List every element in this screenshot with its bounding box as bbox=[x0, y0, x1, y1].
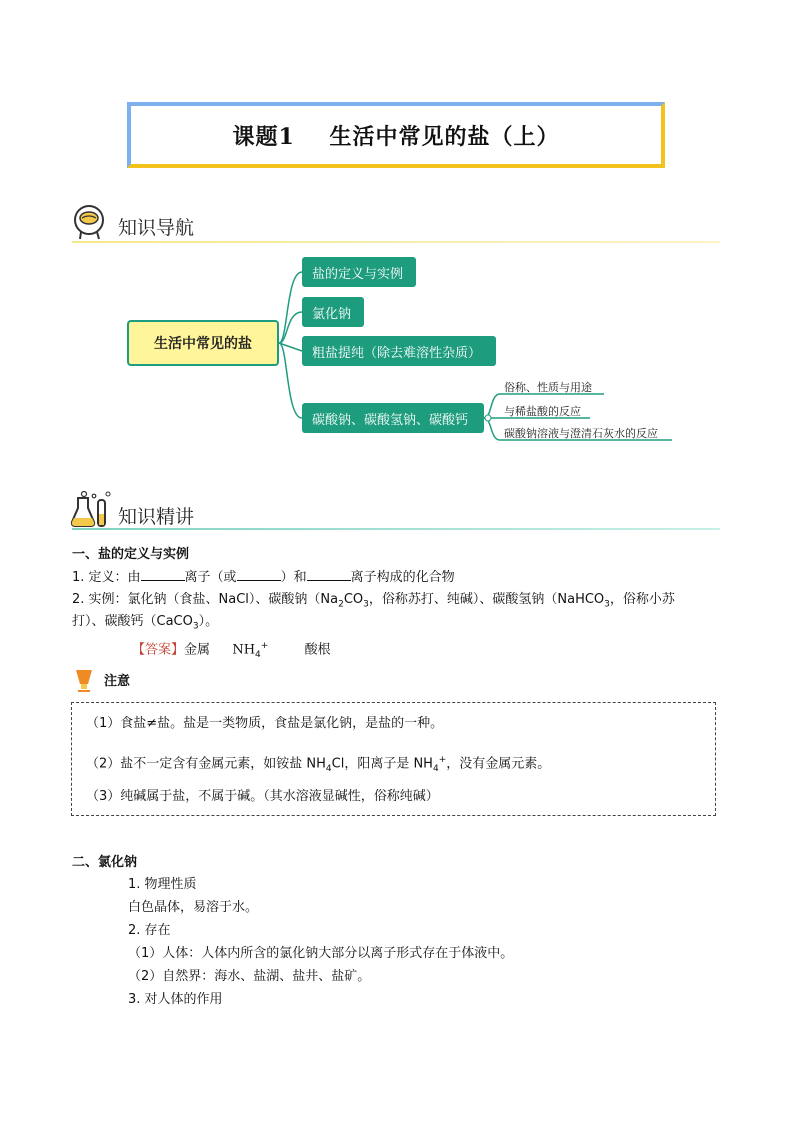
part2-line-1: 1. 物理性质 bbox=[128, 877, 197, 892]
part1-heading: 一、盐的定义与实例 bbox=[72, 547, 190, 562]
note-line-2: （2）盐不一定含有金属元素，如铵盐 $NH_4Cl$，阳离子是 $NH_4^+$，没有金属元素。 bbox=[86, 755, 551, 774]
mindmap-node-nacl: 氯化钠 bbox=[302, 297, 364, 327]
answer-line: 【答案】金属 $NH_4^+$ 酸根 bbox=[132, 641, 331, 660]
note-line-1: （1）食盐≠盐。盐是一类物质，食盐是氯化钠，是盐的一种。 bbox=[86, 716, 444, 731]
note-label: 注意 bbox=[104, 674, 131, 689]
mindmap-leaf-limewater-reaction: 碳酸钠溶液与澄清石灰水的反应 bbox=[504, 427, 658, 440]
part2-line-3: 2. 存在 bbox=[128, 923, 171, 938]
lecture-divider bbox=[72, 528, 720, 530]
part2-line-6: 3. 对人体的作用 bbox=[128, 992, 223, 1007]
lab-flask-icon bbox=[70, 490, 112, 528]
lecture-section-title: 知识精讲 bbox=[118, 506, 195, 528]
mindmap-connectors bbox=[0, 0, 794, 460]
part2-heading: 二、氯化钠 bbox=[72, 855, 138, 870]
attention-icon bbox=[72, 668, 96, 694]
part2-line-2: 白色晶体，易溶于水。 bbox=[128, 900, 259, 915]
mindmap-root: 生活中常见的盐 bbox=[127, 320, 279, 366]
nav-section-title: 知识导航 bbox=[118, 217, 195, 239]
answer-blank-2[interactable] bbox=[237, 566, 281, 581]
mindmap-node-purification: 粗盐提纯（除去难溶性杂质） bbox=[302, 336, 496, 366]
mindmap-leaf-acid-reaction: 与稀盐酸的反应 bbox=[504, 405, 581, 418]
mindmap-node-definition: 盐的定义与实例 bbox=[302, 257, 416, 287]
answer-blank-1[interactable] bbox=[141, 566, 185, 581]
part2-line-5: （2）自然界：海水、盐湖、盐井、盐矿。 bbox=[128, 969, 371, 984]
examples-line-1: 2. 实例：氯化钠（食盐、NaCl）、碳酸钠（$Na_2CO_3$，俗称苏打、纯碱）、碳酸氢钠（NaHCO$_3$，俗称小苏 bbox=[72, 592, 675, 610]
answer-blank-3[interactable] bbox=[307, 566, 351, 581]
lesson-title: 课题1 生活中常见的盐（上） bbox=[232, 123, 560, 150]
mindmap-node-carbonates: 碳酸钠、碳酸氢钠、碳酸钙 bbox=[302, 403, 484, 433]
examples-line-2: 打）、碳酸钙（CaCO$_3$）。 bbox=[72, 614, 219, 632]
mindmap-leaf-properties: 俗称、性质与用途 bbox=[504, 381, 592, 394]
definition-line: 1. 定义：由 离子（或 ）和 离子构成的化合物 bbox=[72, 566, 455, 589]
note-line-3: （3）纯碱属于盐，不属于碱。（其水溶液显碱性，俗称纯碱） bbox=[86, 789, 439, 804]
part2-line-4: （1）人体：人体内所含的氯化钠大部分以离子形式存在于体液中。 bbox=[128, 946, 514, 961]
answer-label: 【答案】 bbox=[132, 642, 185, 658]
